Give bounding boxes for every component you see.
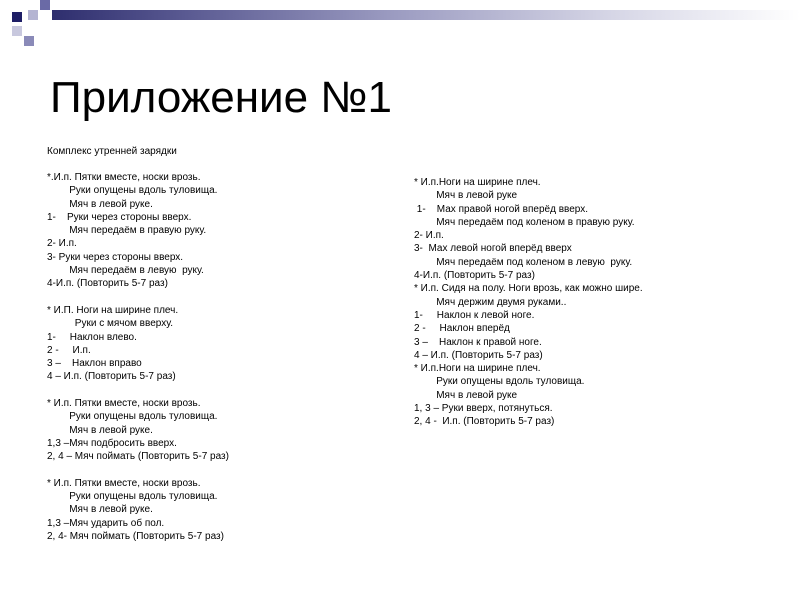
text-line: 2- И.п. [414,230,444,242]
text-line: 4 – И.п. (Повторить 5-7 раз) [414,349,543,361]
text-line: Руки опущены вдоль туловища. [47,185,218,197]
text-line [47,464,229,477]
text-line: Мяч в левой руке [414,389,518,401]
text-line: 3- Мах левой ногой вперёд вверх [414,243,572,255]
deco-square-light [28,10,38,20]
text-line: Мяч в левой руке. [47,424,153,436]
text-line: * И.п. Пятки вместе, носки врозь. [47,398,201,410]
text-line: 1- Наклон к левой ноге. [414,309,535,321]
slide-subtitle: Комплекс утренней зарядки [47,146,177,157]
text-line: 2, 4- Мяч поймать (Повторить 5-7 раз) [47,531,224,543]
text-line: Мяч держим двумя руками.. [414,296,567,308]
slide-title: Приложение №1 [50,73,392,122]
text-line: 1, 3 – Руки вверх, потянуться. [414,403,553,415]
text-line: 1- Руки через стороны вверх. [47,211,192,223]
text-line: Мяч передаём под коленом в правую руку. [414,216,635,228]
text-line: 2, 4 - И.п. (Повторить 5-7 раз) [414,416,555,428]
text-line: Мяч передаём в левую руку. [47,265,204,277]
deco-square-mid-2 [24,36,34,46]
text-line: 4-И.п. (Повторить 5-7 раз) [414,270,535,282]
text-line: 3 – Наклон к правой ноге. [414,336,542,348]
text-line: 4-И.п. (Повторить 5-7 раз) [47,278,168,290]
text-line [47,384,229,397]
text-line: 3 – Наклон вправо [47,358,142,370]
text-line: 2 - Наклон вперёд [414,323,510,335]
text-line: 1- Наклон влево. [47,331,137,343]
header-gradient-band [52,10,800,20]
text-line: Мяч в левой руке [414,190,518,202]
text-line: 1,3 –Мяч ударить об пол. [47,517,165,529]
text-line: Мяч передаём под коленом в левую руку. [414,256,633,268]
text-line: 2, 4 – Мяч поймать (Повторить 5-7 раз) [47,451,229,463]
text-line: Руки опущены вдоль туловища. [47,411,218,423]
text-line: 3- Руки через стороны вверх. [47,251,184,263]
text-line [47,291,229,304]
text-line: * И.П. Ноги на ширине плеч. [47,304,179,316]
text-line: Руки опущены вдоль туловища. [414,376,585,388]
right-column-text [414,176,643,429]
deco-square-dark [12,12,22,22]
text-line: * И.п.Ноги на ширине плеч. [414,363,541,375]
text-line: 1- Мах правой ногой вперёд вверх. [414,203,588,215]
text-line: 2 - И.п. [47,344,91,356]
deco-square-mid [40,0,50,10]
text-line: Мяч передаём в правую руку. [47,225,207,237]
left-column-text [47,171,229,543]
text-line: Мяч в левой руке. [47,504,153,516]
text-line: 1,3 –Мяч подбросить вверх. [47,437,177,449]
text-line: *.И.п. Пятки вместе, носки врозь. [47,172,201,183]
text-line: Руки опущены вдоль туловища. [47,491,218,503]
text-line: 4 – И.п. (Повторить 5-7 раз) [47,371,176,383]
text-line: Руки с мячом вверху. [47,318,173,330]
text-line: * И.п. Сидя на полу. Ноги врозь, как можно шире. [414,283,643,295]
deco-square-light-2 [12,26,22,36]
text-line: 2- И.п. [47,238,77,250]
text-line: * И.п. Пятки вместе, носки врозь. [47,477,201,489]
text-line: * И.п.Ноги на ширине плеч. [414,177,541,188]
text-line: Мяч в левой руке. [47,198,153,210]
